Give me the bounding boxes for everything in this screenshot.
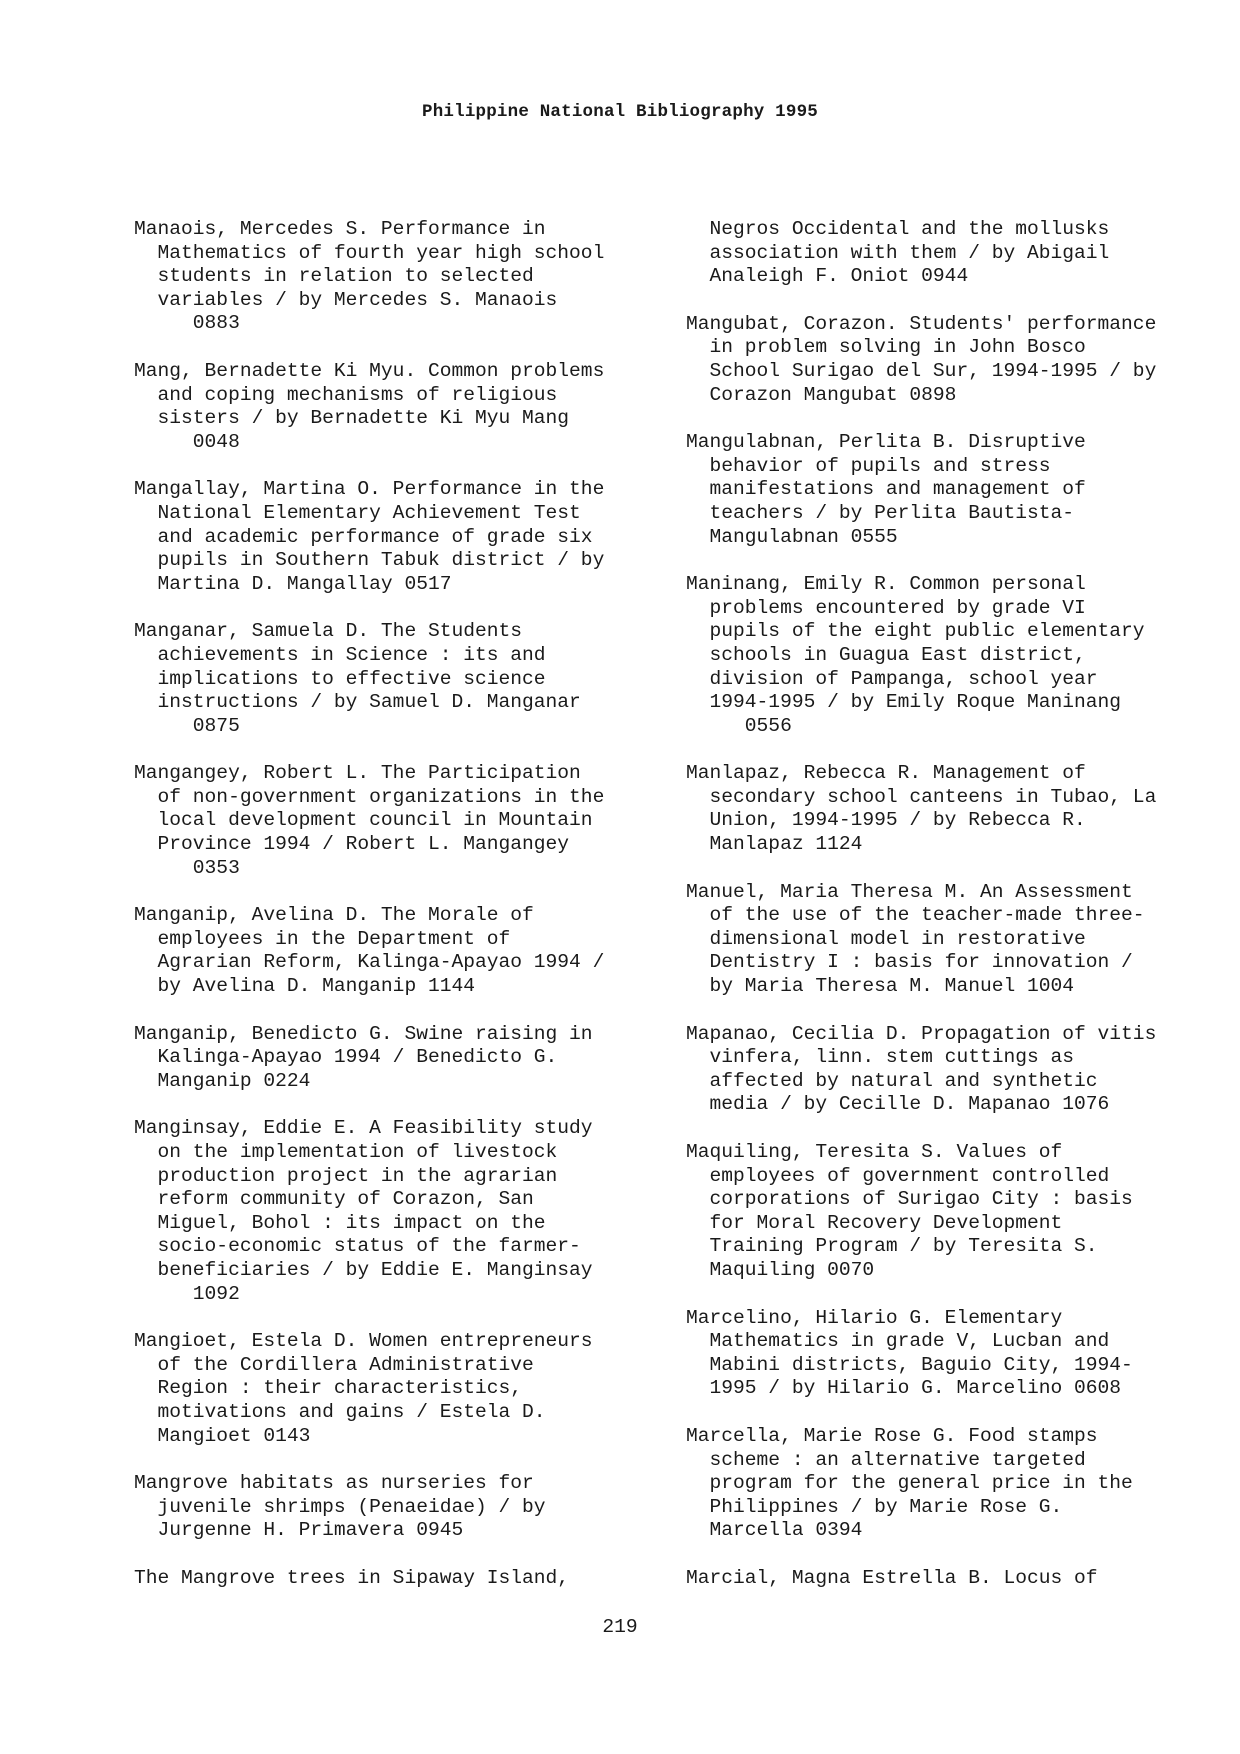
bibliography-entry: Marcial, Magna Estrella B. Locus of [686, 1566, 1098, 1589]
right-column [686, 218, 1206, 1615]
bibliography-entry: Mangulabnan, Perlita B. Disruptive behavior of pupils and stress manifestations and management of teachers / by Perlita Bautista- Mangulabnan 0555 [686, 431, 1086, 548]
bibliography-entry: Manganar, Samuela D. The Students achievements in Science : its and implications to effective science instructions / by Samuel D. Manganar 0875 [134, 620, 581, 737]
bibliography-entry: Manginsay, Eddie E. A Feasibility study on the implementation of livestock production project in the agrarian reform community of Corazon, San Miguel, Bohol : its impact on the socio-economic status of the farmer- beneficiaries / by Eddie E. Manginsay 1092 [134, 1117, 593, 1305]
bibliography-entry: Mangallay, Martina O. Performance in the National Elementary Achievement Test and academic performance of grade six pupils in Southern Tabuk district / by Martina D. Mangallay 0517 [134, 478, 605, 595]
bibliography-entry: Marcella, Marie Rose G. Food stamps scheme : an alternative targeted program for the general price in the Philippines / by Marie Rose G. Marcella 0394 [686, 1424, 1133, 1542]
bibliography-entry: Negros Occidental and the mollusks association with them / by Abigail Analeigh F. Oniot 0944 [709, 218, 1110, 288]
left-column [134, 218, 654, 1615]
bibliography-entry: Manganip, Benedicto G. Swine raising in Kalinga-Apayao 1994 / Benedicto G. Manganip 0224 [134, 1022, 593, 1092]
bibliography-entry: Manganip, Avelina D. The Morale of employees in the Department of Agrarian Reform, Kalinga-Apayao 1994 / by Avelina D. Manganip 1144 [134, 904, 605, 998]
bibliography-entry: Manaois, Mercedes S. Performance in Mathematics of fourth year high school students in relation to selected variables / by Mercedes S. Manaois 0883 [134, 218, 605, 335]
bibliography-entry: Mangioet, Estela D. Women entrepreneurs of the Cordillera Administrative Region : their characteristics, motivations and gains / Estela D. Mangioet 0143 [134, 1330, 593, 1447]
bibliography-entry: Manuel, Maria Theresa M. An Assessment of the use of the teacher-made three- dimensional model in restorative Dentistry I : basis for innovation / by Maria Theresa M. Manuel 1004 [686, 880, 1145, 998]
bibliography-entry: Mangangey, Robert L. The Participation of non-government organizations in the local development council in Mountain Province 1994 / Robert L. Mangangey 0353 [134, 762, 605, 879]
bibliography-entry: Maquiling, Teresita S. Values of employees of government controlled corporations of Surigao City : basis for Moral Recovery Development Training Program / by Teresita S. Maquiling 0070 [686, 1141, 1133, 1281]
bibliography-entry: Manlapaz, Rebecca R. Management of secondary school canteens in Tubao, La Union, 1994-1995 / by Rebecca R. Manlapaz 1124 [686, 762, 1157, 856]
page-number: 219 [602, 1616, 638, 1638]
bibliography-entry: Mang, Bernadette Ki Myu. Common problems and coping mechanisms of religious sisters / by Bernadette Ki Myu Mang 0048 [134, 359, 605, 453]
bibliography-entry: Mangubat, Corazon. Students' performance in problem solving in John Bosco School Surigao del Sur, 1994-1995 / by Corazon Mangubat 0898 [686, 312, 1157, 406]
bibliography-entry: The Mangrove trees in Sipaway Island, [134, 1566, 570, 1589]
bibliography-entry: Mapanao, Cecilia D. Propagation of vitis vinfera, linn. stem cuttings as affected by natural and synthetic media / by Cecille D. Mapanao 1076 [686, 1022, 1157, 1116]
page-title: Philippine National Bibliography 1995 [422, 102, 818, 122]
bibliography-entry: Maninang, Emily R. Common personal problems encountered by grade VI pupils of the eight public elementary schools in Guagua East district, division of Pampanga, school year 1994-1995 / by Emily Roque Maninang 0556 [686, 573, 1145, 737]
bibliography-entry: Marcelino, Hilario G. Elementary Mathematics in grade V, Lucban and Mabini districts, Baguio City, 1994- 1995 / by Hilario G. Marcelino 0608 [686, 1306, 1133, 1400]
bibliography-entry: Mangrove habitats as nurseries for juvenile shrimps (Penaeidae) / by Jurgenne H. Primavera 0945 [134, 1472, 546, 1542]
